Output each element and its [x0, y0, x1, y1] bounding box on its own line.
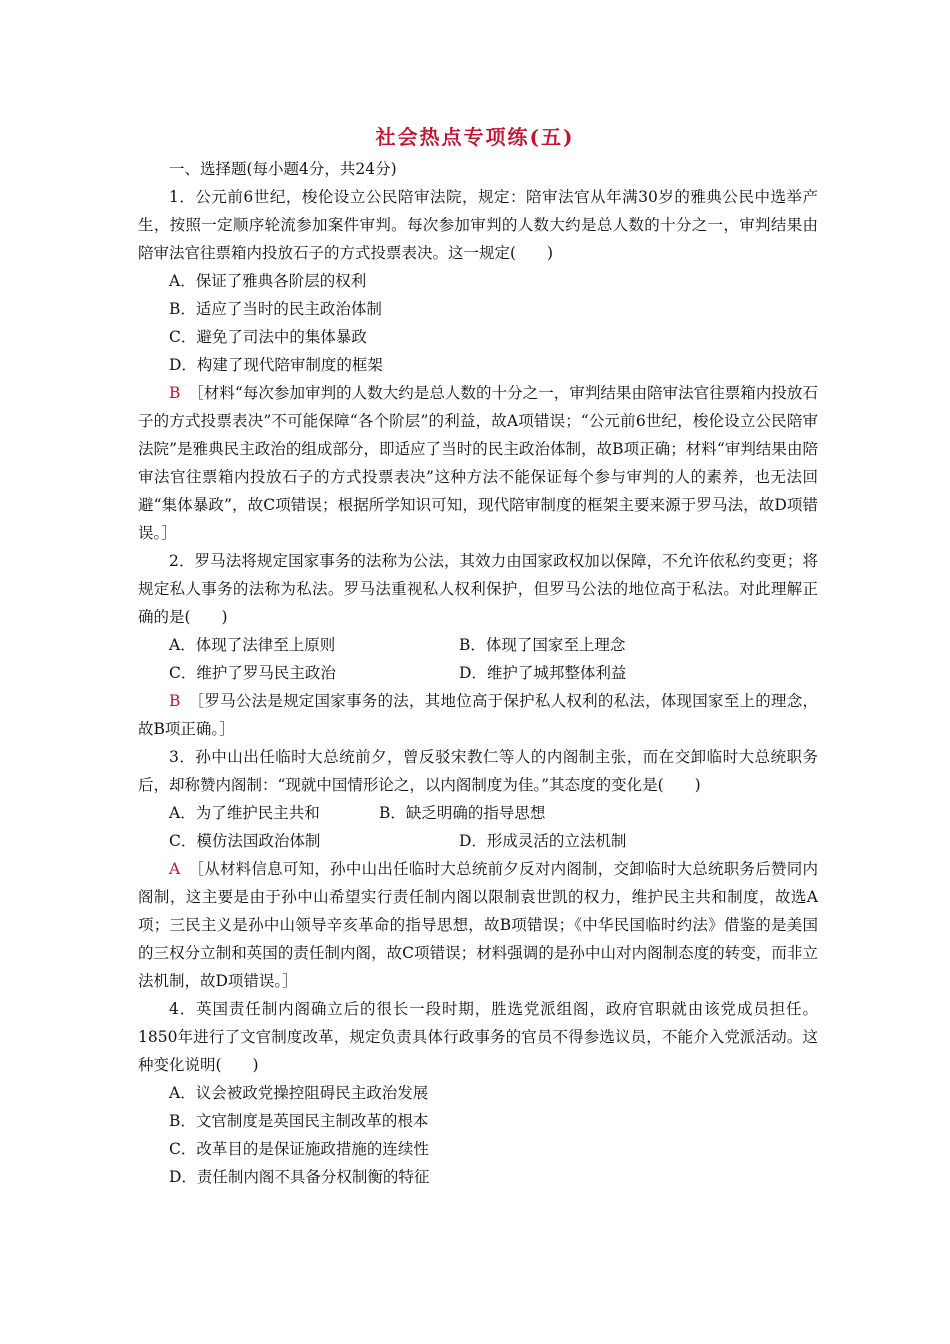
question-1-answer: B — [169, 384, 181, 402]
question-2-answer: B — [169, 692, 181, 710]
question-1-option-b: B．适应了当时的民主政治体制 — [169, 300, 382, 318]
question-3-option-c: C．模仿法国政治体制 — [169, 832, 321, 850]
question-2-option-b: B．体现了国家至上理念 — [459, 636, 626, 654]
question-2-answer-block — [138, 687, 818, 743]
question-2-stem: 2．罗马法将规定国家事务的法称为公法，其效力由国家政权加以保障，不允许依私约变更；将规定私人事务的法称为私法。罗马法重视私人权利保护，但罗马公法的地位高于私法。对此理解正确的是( ) — [138, 552, 818, 626]
question-2-analysis: ［罗马公法是规定国家事务的法，其地位高于保护私人权利的私法，体现国家至上的理念，故B项正确。］ — [138, 692, 818, 738]
question-4-option-a: A．议会被政党操控阻碍民主政治发展 — [169, 1084, 429, 1102]
question-2-options-row-1 — [138, 631, 818, 659]
question-1-option-c: C．避免了司法中的集体暴政 — [169, 328, 367, 346]
question-4-option-c: C．改革目的是保证施政措施的连续性 — [169, 1140, 429, 1158]
question-1-answer-block — [138, 379, 818, 547]
question-4-option-b: B．文官制度是英国民主制改革的根本 — [169, 1112, 429, 1130]
question-3-stem: 3．孙中山出任临时大总统前夕，曾反驳宋教仁等人的内阁制主张，而在交卸临时大总统职务后，却称赞内阁制：“现就中国情形论之，以内阁制度为佳。”其态度的变化是( ) — [138, 748, 818, 794]
question-2-options-row-2 — [138, 659, 818, 687]
page-title: 社会热点专项练(五) — [375, 125, 575, 149]
question-3-options-row-2 — [138, 827, 818, 855]
question-1-analysis: ［材料“每次参加审判的人数大约是总人数的十分之一，审判结果由陪审法官往票箱内投放石子的方式投票表决”不可能保障“各个阶层”的利益，故A项错误；“公元前6世纪，梭伦设立公民陪审法院”是雅典民主政治的组成部分，即适应了当时的民主政治体制，故B项正确；材料“审判结果由陪审法官往票箱内投放石子的方式投票表决”这种方法不能保证每个参与审判的人的素养，也无法回避“集体暴政”，故C项错误；根据所学知识可知，现代陪审制度的框架主要来源于罗马法，故D项错误。］ — [138, 384, 818, 542]
question-3-option-b: B．缺乏明确的指导思想 — [379, 804, 546, 822]
section-heading: 一、选择题(每小题4分，共24分) — [169, 160, 397, 178]
document-body — [138, 155, 818, 1191]
question-3-option-d: D．形成灵活的立法机制 — [459, 832, 627, 850]
question-2-option-d: D．维护了城邦整体利益 — [459, 664, 627, 682]
question-3-answer-block — [138, 855, 818, 995]
question-1-stem: 1．公元前6世纪，梭伦设立公民陪审法院，规定：陪审法官从年满30岁的雅典公民中选举产生，按照一定顺序轮流参加案件审判。每次参加审判的人数大约是总人数的十分之一，审判结果由陪审法官往票箱内投放石子的方式投票表决。这一规定( ) — [138, 188, 818, 262]
question-2-option-a: A．体现了法律至上原则 — [169, 636, 336, 654]
question-3-options-row-1 — [138, 799, 818, 827]
question-4-option-d: D．责任制内阁不具备分权制衡的特征 — [169, 1168, 430, 1186]
question-1-option-a: A．保证了雅典各阶层的权利 — [169, 272, 367, 290]
question-1-option-d: D．构建了现代陪审制度的框架 — [169, 356, 383, 374]
question-4-stem: 4．英国责任制内阁确立后的很长一段时期，胜选党派组阁，政府官职就由该党成员担任。1850年进行了文官制度改革，规定负责具体行政事务的官员不得参选议员，不能介入党派活动。这种变化说明( ) — [138, 1000, 818, 1074]
question-3-option-a: A．为了维护民主共和 — [169, 804, 320, 822]
question-2-option-c: C．维护了罗马民主政治 — [169, 664, 336, 682]
question-3-analysis: ［从材料信息可知，孙中山出任临时大总统前夕反对内阁制，交卸临时大总统职务后赞同内阁制，这主要是由于孙中山希望实行责任制内阁以限制袁世凯的权力，维护民主共和制度，故选A项；三民主义是孙中山领导辛亥革命的指导思想，故B项错误；《中华民国临时约法》借鉴的是美国的三权分立制和英国的责任制内阁，故C项错误；材料强调的是孙中山对内阁制态度的转变，而非立法机制，故D项错误。］ — [138, 860, 818, 990]
question-3-answer: A — [169, 860, 181, 878]
